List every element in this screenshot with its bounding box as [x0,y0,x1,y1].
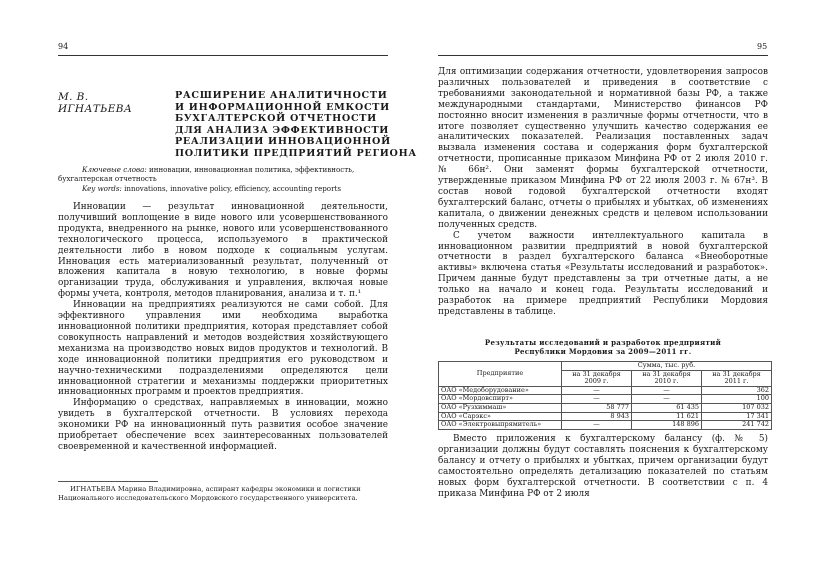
table-cell-value: 362 [702,386,772,395]
table-cell-value: — [562,386,632,395]
table-header-date: на 31 декабря 2009 г. [562,370,632,386]
table-header-date: на 31 декабря 2011 г. [702,370,772,386]
article-author: М. В. ИГНАТЬЕВА [58,91,133,115]
table-cell-value: 17 341 [702,412,772,421]
table-cell-value: 11 621 [632,412,702,421]
keywords-ru: инновации, инновационная политика, эффективность, бухгалтерская отчетность [58,165,355,184]
article-title [175,90,417,160]
page-number-left: 94 [58,42,69,51]
table-cell-value: 148 896 [632,421,702,430]
table-header-sum: Сумма, тыс. руб. [562,362,772,371]
table-cell-value: 61 435 [632,403,702,412]
title-line: РАСШИРЕНИЕ АНАЛИТИЧНОСТИ [175,90,388,101]
title-line: БУХГАЛТЕРСКОЙ ОТЧЕТНОСТИ [175,113,377,125]
keywords-block [58,165,388,193]
table-cell-value: — [562,421,632,430]
body-paragraph: Информацию о средствах, направляемых в инновации, можно увидеть в бухгалтерской отчетности. В условиях перехода экономики РФ на инновационный путь развития особое значение приобретает обеспечение всех заинтересованных пользователей своевременной и качественной информацией. [58,398,388,452]
right-body-text-top [438,67,768,318]
keywords-en: innovations, innovative policy, efficiency, accounting reports [121,183,341,193]
table-cell-value: 8 943 [562,412,632,421]
table-cell-value: 107 032 [702,403,772,412]
body-paragraph: С учетом важности интеллектуального капитала в инновационном развитии предприятий в новой бухгалтерской отчетности в раздел бухгалтерского баланса «Внеоборотные активы» включена статья «Результаты исследований и разработок». Причем данные будут представлены за три отчетные даты, а не только на начало и конец года. Результаты исследований и разработок на примере предприятий Республики Мордовия представлены в таблице. [438,230,768,317]
left-body-text [58,202,388,453]
title-line: И ИНФОРМАЦИОННОЙ ЕМКОСТИ [175,101,390,113]
table-cell-enterprise: ОАО «Рузхиммаш» [439,403,562,412]
right-body-text-bottom [438,434,768,499]
page-number-right: 95 [757,42,768,51]
header-rule-right [438,55,768,56]
header-rule-left [58,55,388,56]
body-paragraph: Инновации на предприятиях реализуются не сами собой. Для эффективного управления ими необходима выработка инновационной политики предприятия, которая представляет собой совокупность направлений и методов воздействия хозяйствующего механизма на производство новых видов продуктов и технологий. В ходе инновационной политики предприятия его руководством и научно-техническими подразделениями определяются цели инновационной стратегии и механизмы поддержки приоритетных инновационных программ и проектов предприятия. [58,300,388,398]
table-cell-value: — [562,395,632,404]
table-caption-line: Республики Мордовия за 2009—2011 гг. [514,347,692,356]
title-line: РЕАЛИЗАЦИИ ИННОВАЦИОННОЙ [175,136,391,148]
keywords-en-label: Key words: [82,183,122,193]
results-table [438,361,772,430]
table-cell-value: 58 777 [562,403,632,412]
table-cell-enterprise: ОАО «Мордовспирт» [439,395,562,404]
author-footnote: ИГНАТЬЕВА Марина Владимировна, аспирант кафедры экономики и логистики Национального исследовательского Мордовского государственного университета. [58,485,361,503]
table-row [439,403,772,412]
body-paragraph: Инновации — результат инновационной деятельности, получивший воплощение в виде нового или усовершенствованного продукта, внедренного на рынке, нового или усовершенствованного технологического процесса, используемого в практической деятельности либо в новом подходе к социальным услугам. Инновация есть материализованный результат, полученный от вложения капитала в новую технологию, в новые формы организации труда, обслуживания и управления, включая новые формы учета, контроля, методов планирования, анализа и т. п.¹ [58,202,388,300]
table-caption [438,338,768,356]
table-cell-value: 100 [702,395,772,404]
title-line: ПОЛИТИКИ ПРЕДПРИЯТИЙ РЕГИОНА [175,147,417,159]
table-cell-enterprise: ОАО «Сарэкс» [439,412,562,421]
table-cell-enterprise: ОАО «Медоборудование» [439,386,562,395]
table-header-enterprise: Предприятие [439,362,562,387]
table-cell-enterprise: ОАО «Электровыпрямитель» [439,421,562,430]
table-cell-value: — [632,395,702,404]
body-paragraph: Для оптимизации содержания отчетности, удовлетворения запросов различных пользователей и приведения в соответствие с требованиями законодательной и нормативной базы РФ, а также международными стандартами, Министерство финансов РФ постоянно вносит изменения в различные формы отчетности, что в итоге позволяет существенно улучшить качество содержания ее аналитических показателей. Реализация поставленных задач вызвала изменения состава и содержания форм бухгалтерской отчетности, прописанные приказом Минфина РФ от 2 июля 2010 г. № 66н². Они заменят формы бухгалтерской отчетности, утвержденные приказом Минфина РФ от 22 июля 2003 г. № 67н³. В состав новой годовой бухгалтерской отчетности входят бухгалтерский баланс, отчеты о прибылях и убытках, об изменениях капитала, о движении денежных средств и целевом использовании полученных средств. [438,67,768,230]
body-paragraph: Вместо приложения к бухгалтерскому балансу (ф. № 5) организации должны будут составлять пояснения к бухгалтерскому балансу и отчету о прибылях и убытках, причем организации будут самостоятельно определять детализацию показателей по статьям новых форм бухгалтерской отчетности. В соответствии с п. 4 приказа Минфина РФ от 2 июля [438,434,768,499]
table-header-date: на 31 декабря 2010 г. [632,370,702,386]
keywords-ru-label: Ключевые слова: [82,165,147,174]
table-cell-value: — [632,386,702,395]
title-line: ДЛЯ АНАЛИЗА ЭФФЕКТИВНОСТИ [175,124,390,136]
table-row [439,421,772,430]
table-cell-value: 241 742 [702,421,772,430]
table-caption-line: Результаты исследований и разработок предприятий [484,338,722,347]
footnote-rule [58,481,158,482]
